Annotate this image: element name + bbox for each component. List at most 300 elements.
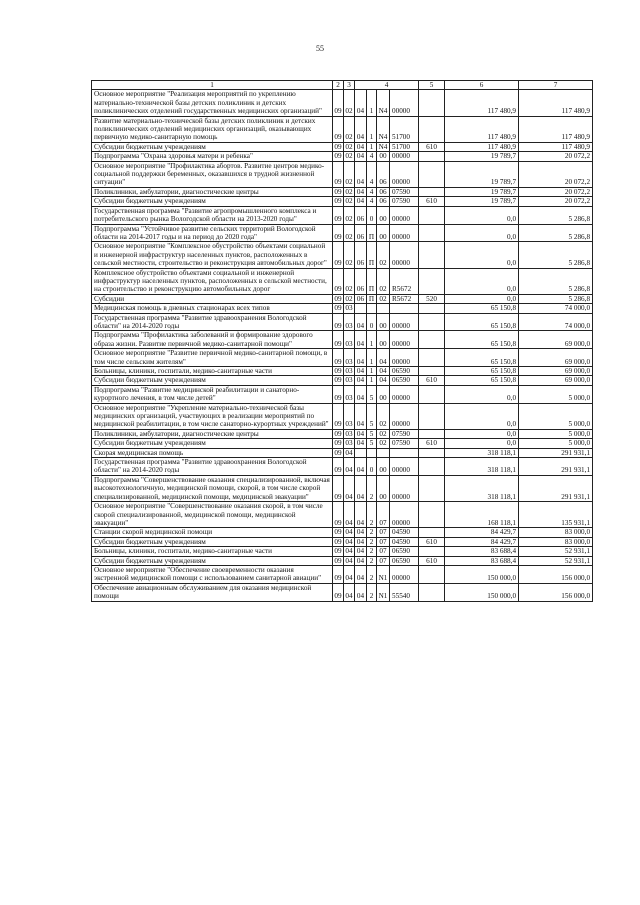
amount-year-2: 156 000,0 (519, 583, 593, 601)
code-event: 00 (377, 331, 390, 349)
code-direction: 04590 (390, 528, 419, 537)
expense-type: 520 (419, 294, 445, 303)
code-subsection: 03 (345, 367, 353, 375)
code-subprogram: 1 (367, 376, 377, 385)
row-name: Субсидии бюджетным учреждениям (92, 439, 333, 448)
code-subprogram: 2 (367, 475, 377, 501)
expense-type (419, 187, 445, 196)
code-event (377, 448, 390, 457)
amount-year-1: 0,0 (445, 294, 519, 303)
code-event: 02 (377, 242, 390, 268)
row-name: Субсидии (92, 294, 333, 303)
code-direction: 00000 (390, 313, 419, 331)
table-row (92, 583, 593, 601)
code-direction: 00000 (390, 403, 419, 429)
code-subprogram: 1 (367, 142, 377, 151)
amount-year-2: 5 000,0 (519, 385, 593, 403)
amount-year-2: 74 000,0 (519, 313, 593, 331)
code-subprogram: П (367, 224, 377, 242)
amount-year-1: 0,0 (445, 429, 519, 438)
row-name: Обеспечение авиационным обслуживанием для оказания медицинской помощи (92, 583, 333, 601)
amount-year-1: 117 480,9 (445, 116, 519, 142)
code-event: N1 (377, 583, 390, 601)
code-direction: 00000 (390, 349, 419, 367)
expense-type (419, 304, 445, 313)
code-section: 09 (334, 142, 342, 151)
code-subprogram: 5 (367, 439, 377, 448)
amount-year-2: 135 931,1 (519, 502, 593, 528)
row-name: Развитие материально-технической базы детских поликлиник и детских поликлинических отделений медицинских организаций, оказывающих первичную медико-санитарную помощь (92, 116, 333, 142)
table-row (92, 565, 593, 583)
amount-year-2: 291 931,1 (519, 448, 593, 457)
row-name: Больницы, клиники, госпитали, медико-санитарные части (92, 367, 333, 376)
code-section: 09 (334, 429, 342, 438)
code-program: 04 (355, 161, 367, 187)
expense-type (419, 90, 445, 116)
code-program: 04 (355, 502, 367, 528)
expense-type (419, 242, 445, 268)
code-direction: 00000 (390, 161, 419, 187)
code-subprogram: 2 (367, 565, 377, 583)
code-subprogram: 5 (367, 403, 377, 429)
row-name: Подпрограмма "Устойчивое развитие сельских территорий Вологодской области на 2014-2017 годы и на период до 2020 года" (92, 224, 333, 242)
amount-year-1: 65 150,8 (445, 304, 519, 313)
code-event: N4 (377, 142, 390, 151)
code-subsection: 04 (344, 458, 355, 476)
row-name: Основное мероприятие "Обеспечение своевременности оказания экстренной медицинской помощи с использованием санитарной авиации" (92, 565, 333, 583)
code-event: 07 (377, 547, 390, 556)
code-section: 09 (334, 367, 342, 375)
code-program: 04 (355, 565, 367, 583)
expense-type (419, 475, 445, 501)
code-subsection: 03 (344, 313, 355, 331)
code-section: 09 (334, 537, 342, 546)
amount-year-1: 168 118,1 (445, 502, 519, 528)
code-subprogram: 0 (367, 313, 377, 331)
amount-year-1: 150 000,0 (445, 583, 519, 601)
expense-type (419, 313, 445, 331)
code-direction: 00000 (390, 224, 419, 242)
amount-year-1: 0,0 (445, 403, 519, 429)
code-program: 04 (355, 439, 367, 448)
table-row (92, 537, 593, 546)
amount-year-2: 20 072,2 (519, 152, 593, 161)
code-subprogram (367, 448, 377, 457)
amount-year-1: 19 789,7 (445, 161, 519, 187)
row-name: Субсидии бюджетным учреждениям (92, 556, 333, 565)
code-subsection: 04 (345, 528, 353, 537)
code-subsection: 03 (345, 304, 353, 313)
amount-year-1: 65 150,8 (445, 376, 519, 385)
code-section: 09 (334, 376, 342, 385)
code-subsection: 02 (344, 242, 355, 268)
expense-type (419, 583, 445, 601)
expense-type: 610 (419, 537, 445, 546)
code-event: 00 (377, 313, 390, 331)
code-subsection: 02 (345, 197, 353, 206)
row-name: Поликлиники, амбулатории, диагностические центры (92, 187, 333, 196)
budget-table (91, 80, 593, 602)
code-section: 09 (333, 385, 344, 403)
code-event: 07 (377, 502, 390, 528)
row-name: Основное мероприятие "Профилактика абортов. Развитие центров медико-социальной поддержки беременных, оказавшихся в трудной жизненной ситуации" (92, 161, 333, 187)
expense-type (419, 528, 445, 537)
code-subsection: 03 (344, 331, 355, 349)
code-event: 07 (377, 556, 390, 565)
expense-type: 610 (419, 197, 445, 206)
expense-type (419, 349, 445, 367)
code-section: 09 (334, 152, 342, 161)
expense-type (419, 367, 445, 376)
code-direction: R5672 (390, 268, 419, 294)
amount-year-1: 0,0 (445, 385, 519, 403)
code-event: N4 (377, 116, 390, 142)
amount-year-1: 19 789,7 (445, 152, 519, 161)
code-subsection: 04 (344, 475, 355, 501)
code-subprogram: 2 (367, 583, 377, 601)
table-row (92, 429, 593, 438)
amount-year-2: 5 286,8 (519, 294, 593, 303)
code-section: 09 (333, 90, 344, 116)
code-direction: 51700 (390, 116, 419, 142)
table-row (92, 547, 593, 556)
table-row (92, 331, 593, 349)
code-event: N4 (377, 90, 390, 116)
col-header-3: 3 (344, 81, 355, 90)
row-name: Субсидии бюджетным учреждениям (92, 197, 333, 206)
amount-year-2: 5 000,0 (519, 429, 593, 438)
table-row (92, 376, 593, 385)
code-program: 04 (355, 90, 367, 116)
code-subprogram: 1 (367, 90, 377, 116)
amount-year-2: 5 286,8 (519, 242, 593, 268)
code-subsection: 02 (344, 268, 355, 294)
amount-year-2: 69 000,0 (519, 331, 593, 349)
table-row (92, 90, 593, 116)
code-subsection: 02 (344, 90, 355, 116)
expense-type (419, 152, 445, 161)
expense-type (419, 565, 445, 583)
code-direction: 00000 (390, 475, 419, 501)
code-subprogram: 2 (367, 502, 377, 528)
code-subsection: 02 (344, 206, 355, 224)
code-program: 04 (355, 537, 367, 546)
table-row (92, 313, 593, 331)
code-subprogram: 1 (367, 349, 377, 367)
code-section: 09 (333, 268, 344, 294)
amount-year-1: 0,0 (445, 242, 519, 268)
table-row (92, 403, 593, 429)
page-number: 55 (316, 44, 324, 53)
amount-year-2: 20 072,2 (519, 197, 593, 206)
code-event: N1 (377, 565, 390, 583)
table-row (92, 458, 593, 476)
col-header-5: 5 (419, 81, 445, 90)
code-direction: 00000 (390, 565, 419, 583)
row-name: Подпрограмма "Развитие медицинской реабилитации и санаторно-курортного лечения, в том числе детей" (92, 385, 333, 403)
code-program: 04 (355, 313, 367, 331)
code-program: 04 (355, 429, 367, 438)
table-row (92, 206, 593, 224)
code-event: 07 (377, 537, 390, 546)
code-section: 09 (334, 294, 342, 303)
code-direction (390, 304, 419, 313)
code-subsection: 04 (344, 583, 355, 601)
table-row (92, 349, 593, 367)
amount-year-2: 74 000,0 (519, 304, 593, 313)
code-subsection: 03 (344, 385, 355, 403)
code-section: 09 (334, 439, 342, 448)
code-event: 04 (377, 376, 390, 385)
code-event: 00 (377, 206, 390, 224)
code-program: 04 (355, 556, 367, 565)
code-section: 09 (333, 565, 344, 583)
table-row (92, 502, 593, 528)
code-program (355, 448, 367, 457)
code-section: 09 (333, 224, 344, 242)
table-row (92, 304, 593, 313)
table-row (92, 268, 593, 294)
code-subprogram: 0 (367, 206, 377, 224)
code-direction (390, 448, 419, 457)
expense-type (419, 448, 445, 457)
code-subsection: 03 (344, 403, 355, 429)
code-direction: 00000 (390, 90, 419, 116)
amount-year-2: 117 480,9 (519, 116, 593, 142)
amount-year-2: 52 931,1 (519, 547, 593, 556)
code-subprogram: 4 (367, 152, 377, 161)
code-direction: 07590 (390, 439, 419, 448)
amount-year-1: 65 150,8 (445, 313, 519, 331)
amount-year-1: 83 688,4 (445, 556, 519, 565)
code-section: 09 (333, 349, 344, 367)
code-subprogram: 4 (367, 197, 377, 206)
code-event (377, 304, 390, 313)
code-subsection: 03 (345, 429, 353, 438)
amount-year-1: 65 150,8 (445, 331, 519, 349)
amount-year-1: 117 480,9 (445, 142, 519, 151)
code-subsection: 02 (345, 142, 353, 151)
code-section: 09 (334, 547, 342, 556)
code-event: 00 (377, 224, 390, 242)
amount-year-2: 69 000,0 (519, 376, 593, 385)
table-row (92, 197, 593, 206)
code-direction: 00000 (390, 458, 419, 476)
code-direction: 06590 (390, 556, 419, 565)
code-section: 09 (333, 475, 344, 501)
code-program: 06 (355, 242, 367, 268)
code-subprogram: 0 (367, 458, 377, 476)
code-section: 09 (333, 403, 344, 429)
table-row (92, 242, 593, 268)
expense-type (419, 116, 445, 142)
code-section: 09 (334, 187, 342, 196)
amount-year-1: 0,0 (445, 224, 519, 242)
code-section: 09 (334, 556, 342, 565)
row-name: Государственная программа "Развитие агропромышленного комплекса и потребительского рынка Вологодской области на 2013-2020 годы" (92, 206, 333, 224)
code-program: 04 (355, 385, 367, 403)
amount-year-1: 84 429,7 (445, 528, 519, 537)
code-event: 06 (377, 187, 390, 196)
table-row (92, 224, 593, 242)
row-name: Подпрограмма "Совершенствование оказания специализированной, включая высокотехнологичную, медицинской помощи, скорой, в том числе скорой специализированной, медицинской помощи, медицинской эвакуации" (92, 475, 333, 501)
amount-year-1: 65 150,8 (445, 349, 519, 367)
code-subsection: 02 (345, 294, 353, 303)
code-subsection: 04 (345, 537, 353, 546)
row-name: Поликлиники, амбулатории, диагностические центры (92, 429, 333, 438)
row-name: Скорая медицинская помощь (92, 448, 333, 457)
col-header-4: 4 (355, 81, 419, 90)
row-name: Государственная программа "Развитие здравоохранения Вологодской области" на 2014-2020 годы (92, 313, 333, 331)
table-row (92, 152, 593, 161)
amount-year-1: 117 480,9 (445, 90, 519, 116)
expense-type: 610 (419, 142, 445, 151)
amount-year-2: 291 931,1 (519, 458, 593, 476)
code-subprogram: 1 (367, 367, 377, 376)
code-subsection: 03 (345, 376, 353, 385)
amount-year-2: 117 480,9 (519, 142, 593, 151)
amount-year-1: 318 118,1 (445, 475, 519, 501)
code-program: 04 (355, 187, 367, 196)
expense-type (419, 502, 445, 528)
amount-year-2: 69 000,0 (519, 349, 593, 367)
code-event: 00 (377, 152, 390, 161)
row-name: Основное мероприятие "Комплексное обустройство объектами социальной и инженерной инфраструктур населенных пунктов, расположенных в сельской местности, строительство и реконструкция автомобильных дорог" (92, 242, 333, 268)
row-name: Субсидии бюджетным учреждениям (92, 142, 333, 151)
col-header-2: 2 (333, 81, 344, 90)
code-section: 09 (333, 583, 344, 601)
table-header (92, 81, 593, 90)
code-program: 04 (355, 142, 367, 151)
code-subprogram: П (367, 294, 377, 303)
amount-year-2: 5 286,8 (519, 268, 593, 294)
row-name: Основное мероприятие "Реализация мероприятий по укреплению материально-технической базы детских поликлиник и детских поликлинических отделений государственных медицинских организаций" (92, 90, 333, 116)
col-header-6: 6 (445, 81, 519, 90)
col-header-1: 1 (92, 81, 333, 90)
code-program: 04 (355, 331, 367, 349)
code-subsection: 04 (344, 565, 355, 583)
row-name: Подпрограмма "Охрана здоровья матери и ребенка" (92, 152, 333, 161)
table-row (92, 385, 593, 403)
code-section: 09 (333, 161, 344, 187)
code-section: 09 (334, 304, 342, 313)
expense-type: 610 (419, 376, 445, 385)
code-subprogram: 1 (367, 116, 377, 142)
amount-year-1: 0,0 (445, 206, 519, 224)
table-row (92, 161, 593, 187)
amount-year-2: 52 931,1 (519, 556, 593, 565)
code-section: 09 (333, 458, 344, 476)
code-direction: 00000 (390, 206, 419, 224)
row-name: Государственная программа "Развитие здравоохранения Вологодской области" на 2014-2020 годы (92, 458, 333, 476)
code-subsection: 04 (345, 556, 353, 565)
code-program: 04 (355, 528, 367, 537)
code-program: 04 (355, 367, 367, 376)
code-program: 04 (355, 403, 367, 429)
table-row (92, 294, 593, 303)
amount-year-1: 83 688,4 (445, 547, 519, 556)
row-name: Станции скорой медицинской помощи (92, 528, 333, 537)
expense-type (419, 547, 445, 556)
row-name: Основное мероприятие "Совершенствование оказания скорой, в том числе скорой специализированной, медицинской помощи, медицинской эвакуации" (92, 502, 333, 528)
code-section: 09 (333, 331, 344, 349)
amount-year-2: 69 000,0 (519, 367, 593, 376)
expense-type (419, 331, 445, 349)
code-subsection: 02 (344, 161, 355, 187)
code-program: 04 (355, 376, 367, 385)
code-subsection: 03 (345, 439, 353, 448)
code-subprogram: 5 (367, 429, 377, 438)
amount-year-2: 20 072,2 (519, 187, 593, 196)
code-program: 04 (355, 116, 367, 142)
amount-year-2: 117 480,9 (519, 90, 593, 116)
code-event: 00 (377, 385, 390, 403)
amount-year-2: 5 000,0 (519, 403, 593, 429)
amount-year-1: 0,0 (445, 268, 519, 294)
code-section: 09 (333, 206, 344, 224)
code-direction: 00000 (390, 331, 419, 349)
row-name: Основное мероприятие "Укрепление материально-технической базы медицинских организаций, участвующих в реализации мероприятий по медицинской реабилитации, в том числе санаторно-курортных учреждений" (92, 403, 333, 429)
expense-type (419, 161, 445, 187)
code-subprogram: 5 (367, 385, 377, 403)
code-subsection: 04 (344, 502, 355, 528)
code-event: 06 (377, 197, 390, 206)
expense-type (419, 385, 445, 403)
code-event: 02 (377, 439, 390, 448)
code-direction: 06590 (390, 376, 419, 385)
table-row (92, 187, 593, 196)
code-section: 09 (334, 197, 342, 206)
table-row (92, 439, 593, 448)
code-section: 09 (333, 116, 344, 142)
code-event: 07 (377, 528, 390, 537)
code-direction: 55540 (390, 583, 419, 601)
code-subprogram (367, 304, 377, 313)
amount-year-1: 318 118,1 (445, 458, 519, 476)
code-subsection: 03 (344, 349, 355, 367)
table-row (92, 475, 593, 501)
code-section: 09 (333, 313, 344, 331)
row-name: Подпрограмма "Профилактика заболеваний и формирование здорового образа жизни. Развитие первичной медико-санитарной помощи" (92, 331, 333, 349)
code-subsection: 02 (344, 224, 355, 242)
table-row (92, 142, 593, 151)
code-subprogram: 4 (367, 161, 377, 187)
code-event: 00 (377, 458, 390, 476)
code-subprogram: П (367, 268, 377, 294)
code-direction: 04590 (390, 537, 419, 546)
expense-type (419, 268, 445, 294)
code-program: 04 (355, 547, 367, 556)
code-direction: 07590 (390, 429, 419, 438)
amount-year-1: 65 150,8 (445, 367, 519, 376)
expense-type (419, 206, 445, 224)
amount-year-2: 20 072,2 (519, 161, 593, 187)
code-program (355, 304, 367, 313)
table-row (92, 528, 593, 537)
code-event: 06 (377, 161, 390, 187)
amount-year-1: 150 000,0 (445, 565, 519, 583)
code-program: 04 (355, 583, 367, 601)
row-name: Больницы, клиники, госпитали, медико-санитарные части (92, 547, 333, 556)
code-program: 04 (355, 197, 367, 206)
amount-year-2: 291 931,1 (519, 475, 593, 501)
table-body (92, 90, 593, 601)
code-direction: 07590 (390, 187, 419, 196)
amount-year-1: 0,0 (445, 439, 519, 448)
amount-year-1: 19 789,7 (445, 197, 519, 206)
code-event: 02 (377, 429, 390, 438)
code-program: 04 (355, 475, 367, 501)
